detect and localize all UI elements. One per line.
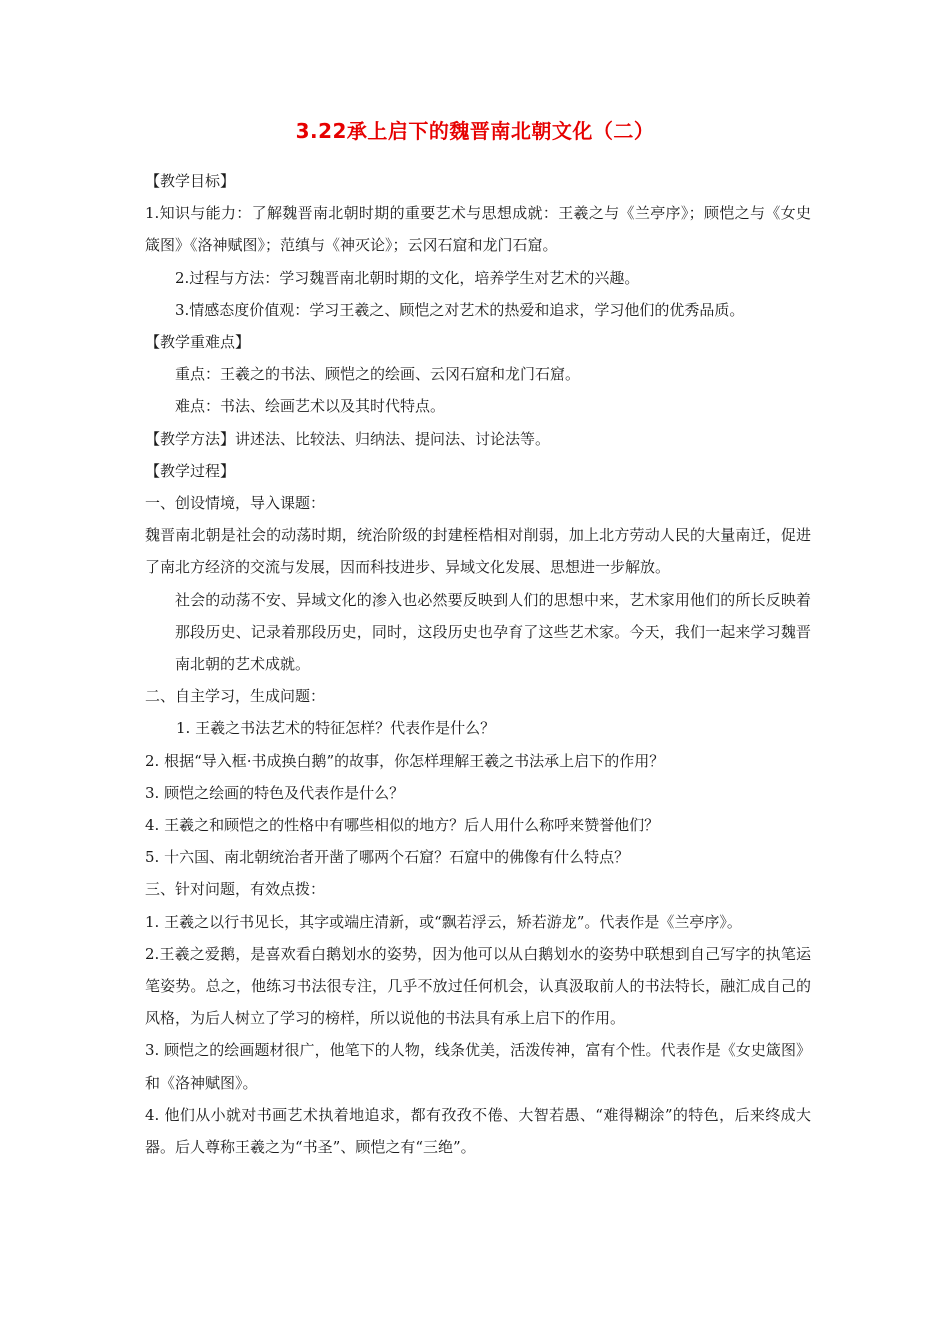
document-title: 3.22承上启下的魏晋南北朝文化（二） — [295, 119, 655, 143]
question-item: 4. 王羲之和顾恺之的性格中有哪些相似的地方？后人用什么称呼来赞誉他们？ — [145, 816, 660, 835]
intro-paragraph: 魏晋南北朝是社会的动荡时期，统治阶级的封建桎梏相对削弱，加上北方劳动人民的大量南迁，促进了南北方经济的交流与发展，因而科技进步、异域文化发展、思想进一步解放。 — [145, 526, 811, 577]
question-item: 2. 根据“导入框·书成换白鹅”的故事，你怎样理解王羲之书法承上启下的作用？ — [145, 751, 665, 770]
objective-knowledge: 1.知识与能力：了解魏晋南北朝时期的重要艺术与思想成就：王羲之与《兰亭序》；顾恺之与《女史箴图》《洛神赋图》；范缜与《神灭论》；云冈石窟和龙门石窟。 — [145, 204, 811, 255]
section-heading-process: 【教学过程】 — [145, 461, 236, 480]
intro-paragraph-continued: 社会的动荡不安、异域文化的渗入也必然要反映到人们的思想中来，艺术家用他们的所长反映着那段历史、记录着那段历史，同时，这段历史也孕育了这些艺术家。今天，我们一起来学习魏晋南北朝的艺术成就。 — [175, 590, 811, 674]
step-one-heading: 一、创设情境，导入课题： — [145, 494, 326, 513]
answer-item: 4. 他们从小就对书画艺术执着地追求，都有孜孜不倦、大智若愚、“难得糊涂”的特色，后来终成大器。后人尊称王羲之为“书圣”、顾恺之有“三绝”。 — [145, 1105, 811, 1157]
step-three-heading: 三、针对问题，有效点拨： — [145, 880, 326, 899]
teaching-methods: 【教学方法】讲述法、比较法、归纳法、提问法、讨论法等。 — [145, 429, 551, 448]
step-two-heading: 二、自主学习，生成问题： — [145, 687, 326, 706]
key-point: 重点：王羲之的书法、顾恺之的绘画、云冈石窟和龙门石窟。 — [175, 365, 581, 384]
answer-item: 3. 顾恺之的绘画题材很广，他笔下的人物，线条优美，活泼传神，富有个性。代表作是《女史箴图》和《洛神赋图》。 — [145, 1041, 811, 1092]
section-heading-key-points: 【教学重难点】 — [145, 333, 251, 352]
objective-values: 3.情感态度价值观：学习王羲之、顾恺之对艺术的热爱和追求，学习他们的优秀品质。 — [175, 300, 745, 319]
section-heading-objectives: 【教学目标】 — [145, 172, 236, 190]
question-item: 5. 十六国、南北朝统治者开凿了哪两个石窟？石窟中的佛像有什么特点？ — [145, 848, 630, 867]
objective-process: 2.过程与方法：学习魏晋南北朝时期的文化，培养学生对艺术的兴趣。 — [175, 268, 640, 287]
answer-item: 2.王羲之爱鹅，是喜欢看白鹅划水的姿势，因为他可以从白鹅划水的姿势中联想到自己写字的执笔运笔姿势。总之，他练习书法很专注，几乎不放过任何机会，认真汲取前人的书法特长，融汇成自己的风格，为后人树立了学习的榜样，所以说他的书法具有承上启下的作用。 — [145, 944, 811, 1028]
question-item: 3. 顾恺之绘画的特色及代表作是什么？ — [145, 783, 405, 802]
answer-item: 1. 王羲之以行书见长，其字或端庄清新，或“飘若浮云，矫若游龙”。代表作是《兰亭序》。 — [145, 912, 742, 931]
question-item: 1. 王羲之书法艺术的特征怎样？代表作是什么？ — [176, 719, 496, 738]
difficult-point: 难点：书法、绘画艺术以及其时代特点。 — [175, 397, 446, 416]
document-body — [145, 165, 811, 1163]
